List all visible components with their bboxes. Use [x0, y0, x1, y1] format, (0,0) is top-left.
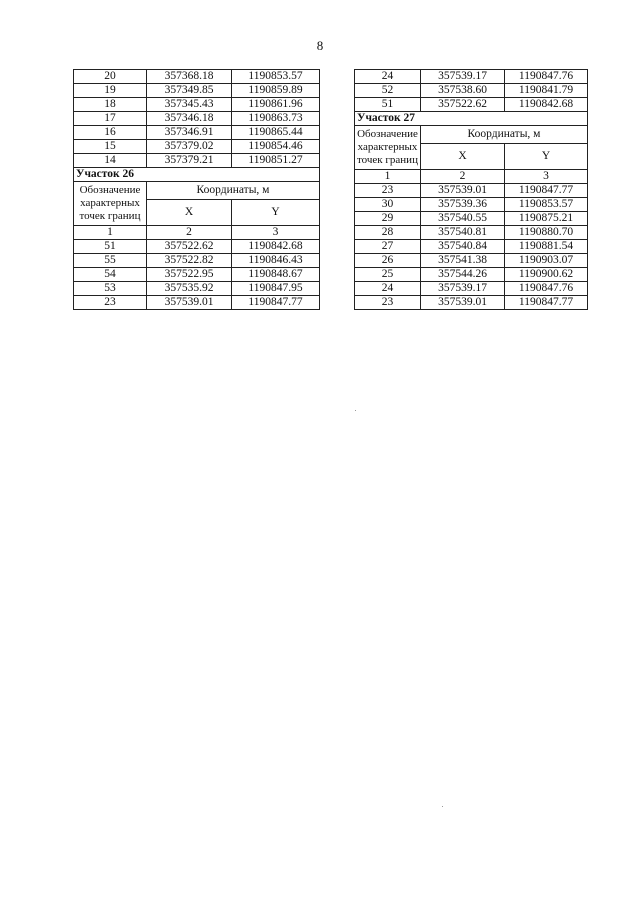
coordinates-table-left: [73, 69, 320, 310]
table-row: [74, 70, 320, 84]
y-coordinate-cell: 1190875.21: [505, 212, 588, 226]
y-coordinate-cell: 1190842.68: [232, 240, 320, 254]
point-number-cell: 28: [355, 226, 421, 240]
point-number-cell: 51: [355, 98, 421, 112]
table-row: [355, 70, 588, 84]
point-number-cell: 14: [74, 154, 147, 168]
point-number-cell: 25: [355, 268, 421, 282]
table-row: [355, 282, 588, 296]
column-number: 3: [232, 226, 320, 240]
table-row: [74, 268, 320, 282]
point-number-cell: 54: [74, 268, 147, 282]
section-title: Участок 27: [355, 112, 588, 126]
point-number-cell: 18: [74, 98, 147, 112]
point-number-cell: 23: [355, 184, 421, 198]
x-coordinate-cell: 357538.60: [421, 84, 505, 98]
x-coordinate-cell: 357539.36: [421, 198, 505, 212]
x-coordinate-cell: 357541.38: [421, 254, 505, 268]
x-coordinate-cell: 357540.55: [421, 212, 505, 226]
point-number-cell: 23: [355, 296, 421, 310]
x-coordinate-cell: 357522.95: [147, 268, 232, 282]
scan-speck: [442, 806, 443, 807]
point-number-cell: 24: [355, 282, 421, 296]
numbering-row: [355, 170, 588, 184]
table-row: [74, 296, 320, 310]
y-header: Y: [505, 144, 588, 170]
y-coordinate-cell: 1190881.54: [505, 240, 588, 254]
top-rows-body: [355, 70, 588, 112]
x-coordinate-cell: 357539.01: [147, 296, 232, 310]
designation-line: характерных: [357, 141, 418, 153]
table-row: [355, 226, 588, 240]
table-row: [355, 98, 588, 112]
point-number-cell: 19: [74, 84, 147, 98]
table-row: [74, 112, 320, 126]
section-rows-body: [355, 184, 588, 310]
table-row: [355, 198, 588, 212]
designation-line: точек границ: [79, 210, 141, 222]
point-number-cell: 53: [74, 282, 147, 296]
column-number: 2: [421, 170, 505, 184]
section-title-row: [74, 168, 320, 182]
y-coordinate-cell: 1190853.57: [232, 70, 320, 84]
x-coordinate-cell: 357539.17: [421, 282, 505, 296]
y-coordinate-cell: 1190848.67: [232, 268, 320, 282]
section-title-row: [355, 112, 588, 126]
point-number-cell: 52: [355, 84, 421, 98]
header-row: [355, 126, 588, 144]
x-header: X: [421, 144, 505, 170]
x-coordinate-cell: 357346.91: [147, 126, 232, 140]
coordinates-header: Координаты, м: [421, 126, 588, 144]
point-number-cell: 17: [74, 112, 147, 126]
x-coordinate-cell: 357540.81: [421, 226, 505, 240]
table-row: [355, 268, 588, 282]
y-coordinate-cell: 1190903.07: [505, 254, 588, 268]
top-rows-body: [74, 70, 320, 168]
table-row: [74, 98, 320, 112]
y-coordinate-cell: 1190900.62: [505, 268, 588, 282]
table-row: [355, 240, 588, 254]
x-coordinate-cell: 357349.85: [147, 84, 232, 98]
y-coordinate-cell: 1190880.70: [505, 226, 588, 240]
column-number: 1: [74, 226, 147, 240]
designation-header: [355, 126, 421, 170]
designation-line: точек границ: [357, 154, 418, 166]
x-coordinate-cell: 357522.82: [147, 254, 232, 268]
table-row: [74, 282, 320, 296]
table-row: [355, 84, 588, 98]
point-number-cell: 20: [74, 70, 147, 84]
column-number: 3: [505, 170, 588, 184]
table-row: [74, 140, 320, 154]
x-coordinate-cell: 357522.62: [421, 98, 505, 112]
page-number: 8: [316, 38, 324, 53]
x-coordinate-cell: 357345.43: [147, 98, 232, 112]
point-number-cell: 30: [355, 198, 421, 212]
y-coordinate-cell: 1190841.79: [505, 84, 588, 98]
column-number: 1: [355, 170, 421, 184]
table-row: [74, 154, 320, 168]
point-number-cell: 15: [74, 140, 147, 154]
y-coordinate-cell: 1190842.68: [505, 98, 588, 112]
y-coordinate-cell: 1190854.46: [232, 140, 320, 154]
designation-header: [74, 182, 147, 226]
coordinates-header: Координаты, м: [147, 182, 320, 200]
point-number-cell: 26: [355, 254, 421, 268]
coordinates-table-right: [354, 69, 588, 310]
point-number-cell: 23: [74, 296, 147, 310]
point-number-cell: 55: [74, 254, 147, 268]
point-number-cell: 24: [355, 70, 421, 84]
x-coordinate-cell: 357539.01: [421, 184, 505, 198]
y-coordinate-cell: 1190847.77: [505, 296, 588, 310]
x-coordinate-cell: 357544.26: [421, 268, 505, 282]
y-coordinate-cell: 1190851.27: [232, 154, 320, 168]
x-coordinate-cell: 357540.84: [421, 240, 505, 254]
x-coordinate-cell: 357522.62: [147, 240, 232, 254]
designation-line: Обозначение: [79, 184, 141, 196]
y-coordinate-cell: 1190847.77: [232, 296, 320, 310]
header-row: [74, 182, 320, 200]
y-coordinate-cell: 1190859.89: [232, 84, 320, 98]
y-coordinate-cell: 1190853.57: [505, 198, 588, 212]
x-coordinate-cell: 357368.18: [147, 70, 232, 84]
x-header: X: [147, 200, 232, 226]
y-header: Y: [232, 200, 320, 226]
point-number-cell: 27: [355, 240, 421, 254]
column-number: 2: [147, 226, 232, 240]
y-coordinate-cell: 1190847.76: [505, 282, 588, 296]
y-coordinate-cell: 1190847.95: [232, 282, 320, 296]
y-coordinate-cell: 1190865.44: [232, 126, 320, 140]
x-coordinate-cell: 357535.92: [147, 282, 232, 296]
x-coordinate-cell: 357379.21: [147, 154, 232, 168]
table-row: [355, 184, 588, 198]
y-coordinate-cell: 1190847.76: [505, 70, 588, 84]
numbering-row: [74, 226, 320, 240]
y-coordinate-cell: 1190847.77: [505, 184, 588, 198]
designation-line: характерных: [80, 197, 140, 209]
y-coordinate-cell: 1190861.96: [232, 98, 320, 112]
y-coordinate-cell: 1190863.73: [232, 112, 320, 126]
section-title: Участок 26: [74, 168, 320, 182]
designation-line: Обозначение: [357, 128, 418, 140]
table-row: [355, 212, 588, 226]
table-row: [355, 296, 588, 310]
y-coordinate-cell: 1190846.43: [232, 254, 320, 268]
table-row: [74, 240, 320, 254]
table-row: [74, 126, 320, 140]
section-rows-body: [74, 240, 320, 310]
table-row: [74, 84, 320, 98]
table-row: [74, 254, 320, 268]
x-coordinate-cell: 357539.01: [421, 296, 505, 310]
table-row: [355, 254, 588, 268]
point-number-cell: 51: [74, 240, 147, 254]
x-coordinate-cell: 357539.17: [421, 70, 505, 84]
x-coordinate-cell: 357346.18: [147, 112, 232, 126]
point-number-cell: 29: [355, 212, 421, 226]
x-coordinate-cell: 357379.02: [147, 140, 232, 154]
scan-speck: [355, 410, 356, 411]
point-number-cell: 16: [74, 126, 147, 140]
